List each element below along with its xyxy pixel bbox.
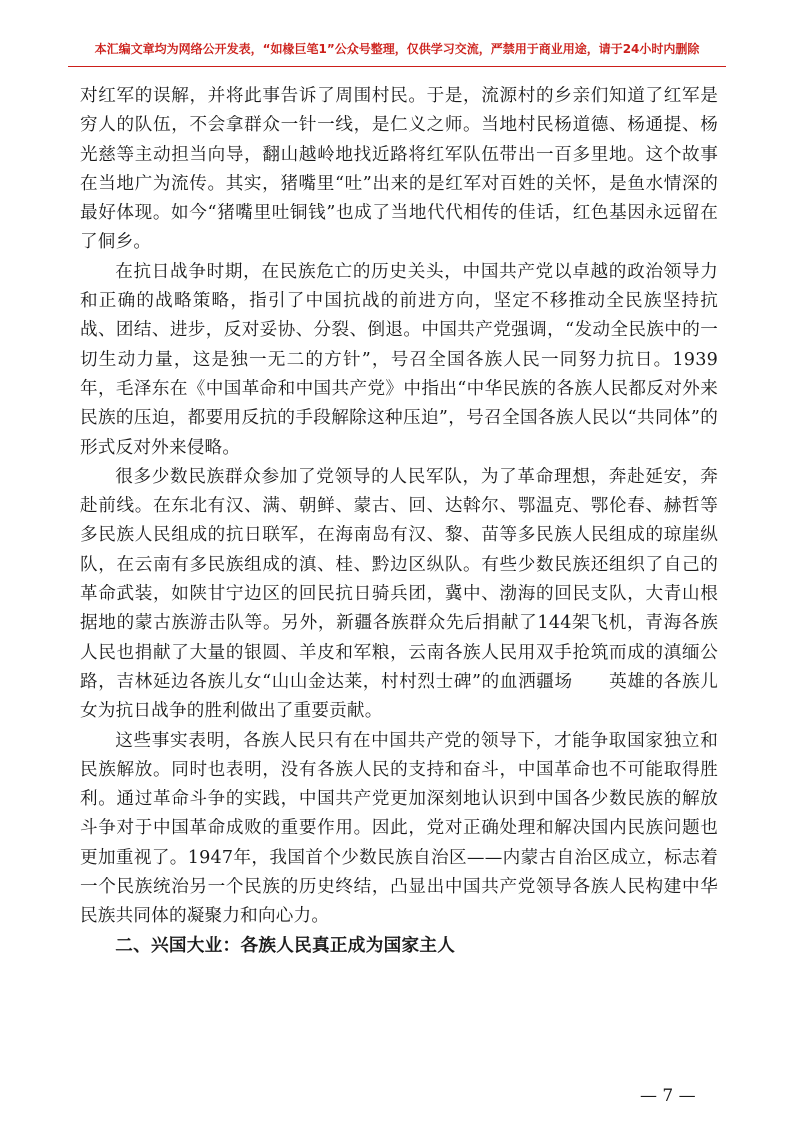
document-body [80, 82, 718, 961]
page-number: — 7 — [640, 1086, 696, 1106]
copyright-notice: 本汇编文章均为网络公开发表，“如椽巨笔1”公众号整理，仅供学习交流，严禁用于商业用途，请于24小时内删除 [94, 42, 700, 56]
paragraph-conclusion: 这些事实表明，各族人民只有在中国共产党的领导下，才能争取国家独立和民族解放。同时也表明，没有各族人民的支持和奋斗，中国革命也不可能取得胜利。通过革命斗争的实践，中国共产党更加深刻地认识到中国各少数民族的解放斗争对于中国革命成败的重要作用。因此，党对正确处理和解决国内民族问题也更加重视了。1947年，我国首个少数民族自治区——内蒙古自治区成立，标志着一个民族统治另一个民族的历史终结，凸显出中国共产党领导各族人民构建中华民族共同体的凝聚力和向心力。 [80, 730, 718, 927]
header-divider [68, 66, 726, 67]
paragraph-minority-participation: 很多少数民族群众参加了党领导的人民军队，为了革命理想，奔赴延安，奔赴前线。在东北有汉、满、朝鲜、蒙古、回、达斡尔、鄂温克、鄂伦春、赫哲等多民族人民组成的抗日联军，在海南岛有汉、黎、苗等多民族人民组成的琼崖纵队，在云南有多民族组成的滇、桂、黔边区纵队。有些少数民族还组织了自己的革命武装，如陕甘宁边区的回民抗日骑兵团，冀中、渤海的回民支队，大青山根据地的蒙古族游击队等。另外，新疆各族群众先后捐献了144架飞机，青海各族人民也捐献了大量的银圆、羊皮和军粮，云南各族人民用双手抢筑而成的滇缅公路，吉林延边各族儿女“山山金达莱，村村烈士碑”的血洒疆场 英雄的各族儿女为抗日战争的胜利做出了重要贡献。 [80, 466, 718, 722]
paragraph-anti-japanese-war: 在抗日战争时期，在民族危亡的历史关头，中国共产党以卓越的政治领导力和正确的战略策略，指引了中国抗战的前进方向，坚定不移推动全民族坚持抗战、团结、进步，反对妥协、分裂、倒退。中国共产党强调，“发动全民族中的一切生动力量，这是独一无二的方针”，号召全国各族人民一同努力抗日。1939年，毛泽东在《中国革命和中国共产党》中指出“中华民族的各族人民都反对外来民族的压迫，都要用反抗的手段解除这种压迫”，号召全国各族人民以“共同体”的形式反对外来侵略。 [80, 261, 718, 458]
section-heading: 二、兴国大业：各族人民真正成为国家主人 [115, 935, 456, 956]
paragraph-red-army-story: 对红军的误解，并将此事告诉了周围村民。于是，流源村的乡亲们知道了红军是穷人的队伍，不会拿群众一针一线，是仁义之师。当地村民杨道德、杨通提、杨光慈等主动担当向导，翻山越岭地找近路将红军队伍带出一百多里地。这个故事在当地广为流传。其实，猪嘴里“吐”出来的是红军对百姓的关怀，是鱼水情深的最好体现。如今“猪嘴里吐铜钱”也成了当地代代相传的佳话，红色基因永远留在了侗乡。 [80, 86, 718, 253]
